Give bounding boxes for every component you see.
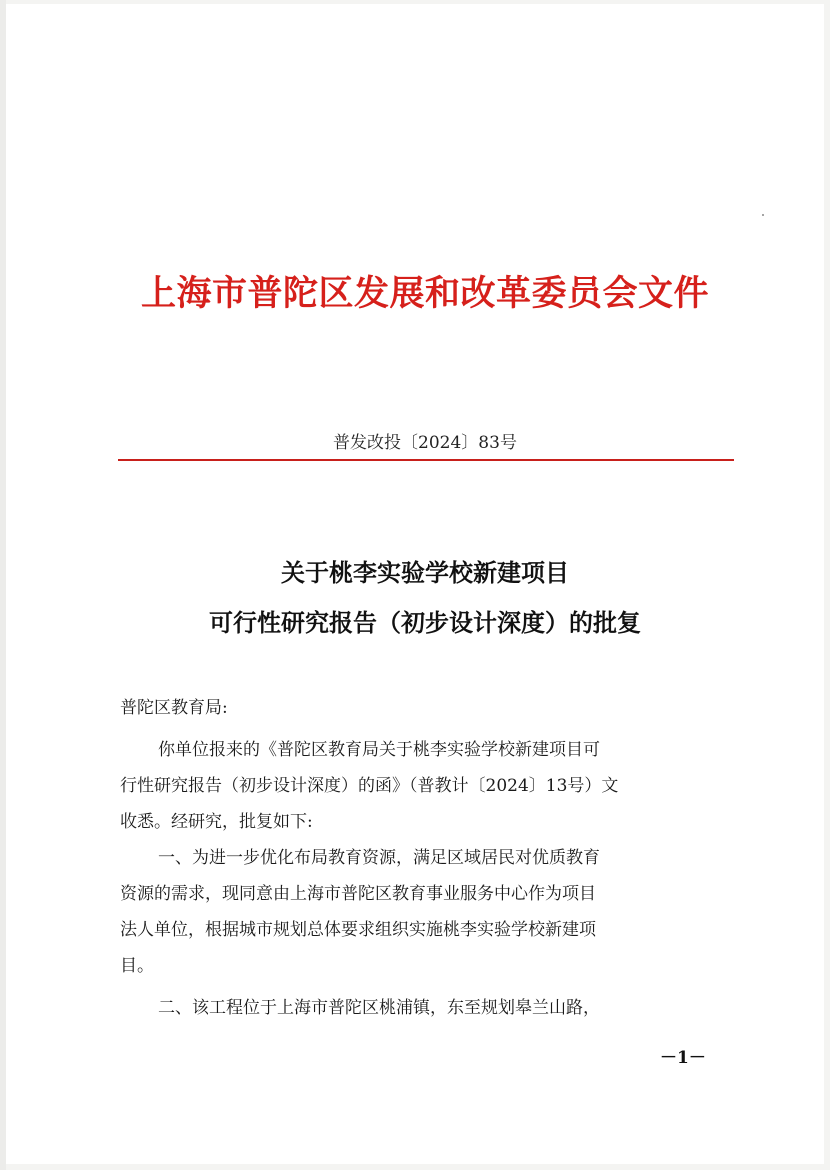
document-body <box>120 690 740 1026</box>
scan-speck <box>762 214 764 216</box>
red-divider-line <box>118 459 734 461</box>
page-number: －1－ <box>660 1048 706 1068</box>
paragraph-2-line-2: 资源的需求，现同意由上海市普陀区教育事业服务中心作为项目 <box>120 884 596 904</box>
document-number: 普发改投〔2024〕83号 <box>333 433 517 453</box>
subject-line-2: 可行性研究报告（初步设计深度）的批复 <box>209 609 641 637</box>
paragraph-1-line-3: 收悉。经研究，批复如下: <box>120 812 313 832</box>
paragraph-1-line-2: 行性研究报告（初步设计深度）的函》（普教计〔2024〕13号）文 <box>120 776 619 796</box>
paragraph-3-line-1: 二、该工程位于上海市普陀区桃浦镇，东至规划皋兰山路， <box>158 998 600 1018</box>
document-subject <box>100 548 750 648</box>
subject-line-1: 关于桃李实验学校新建项目 <box>281 559 569 587</box>
paragraph-1-line-1: 你单位报来的《普陀区教育局关于桃李实验学校新建项目可 <box>158 740 600 760</box>
salutation: 普陀区教育局: <box>120 698 228 718</box>
paragraph-2-line-3: 法人单位，根据城市规划总体要求组织实施桃李实验学校新建项 <box>120 920 596 940</box>
paragraph-2-line-1: 一、为进一步优化布局教育资源，满足区域居民对优质教育 <box>158 848 600 868</box>
issuer-header: 上海市普陀区发展和改革委员会文件 <box>140 273 709 314</box>
paragraph-2-line-4: 目。 <box>120 956 154 976</box>
